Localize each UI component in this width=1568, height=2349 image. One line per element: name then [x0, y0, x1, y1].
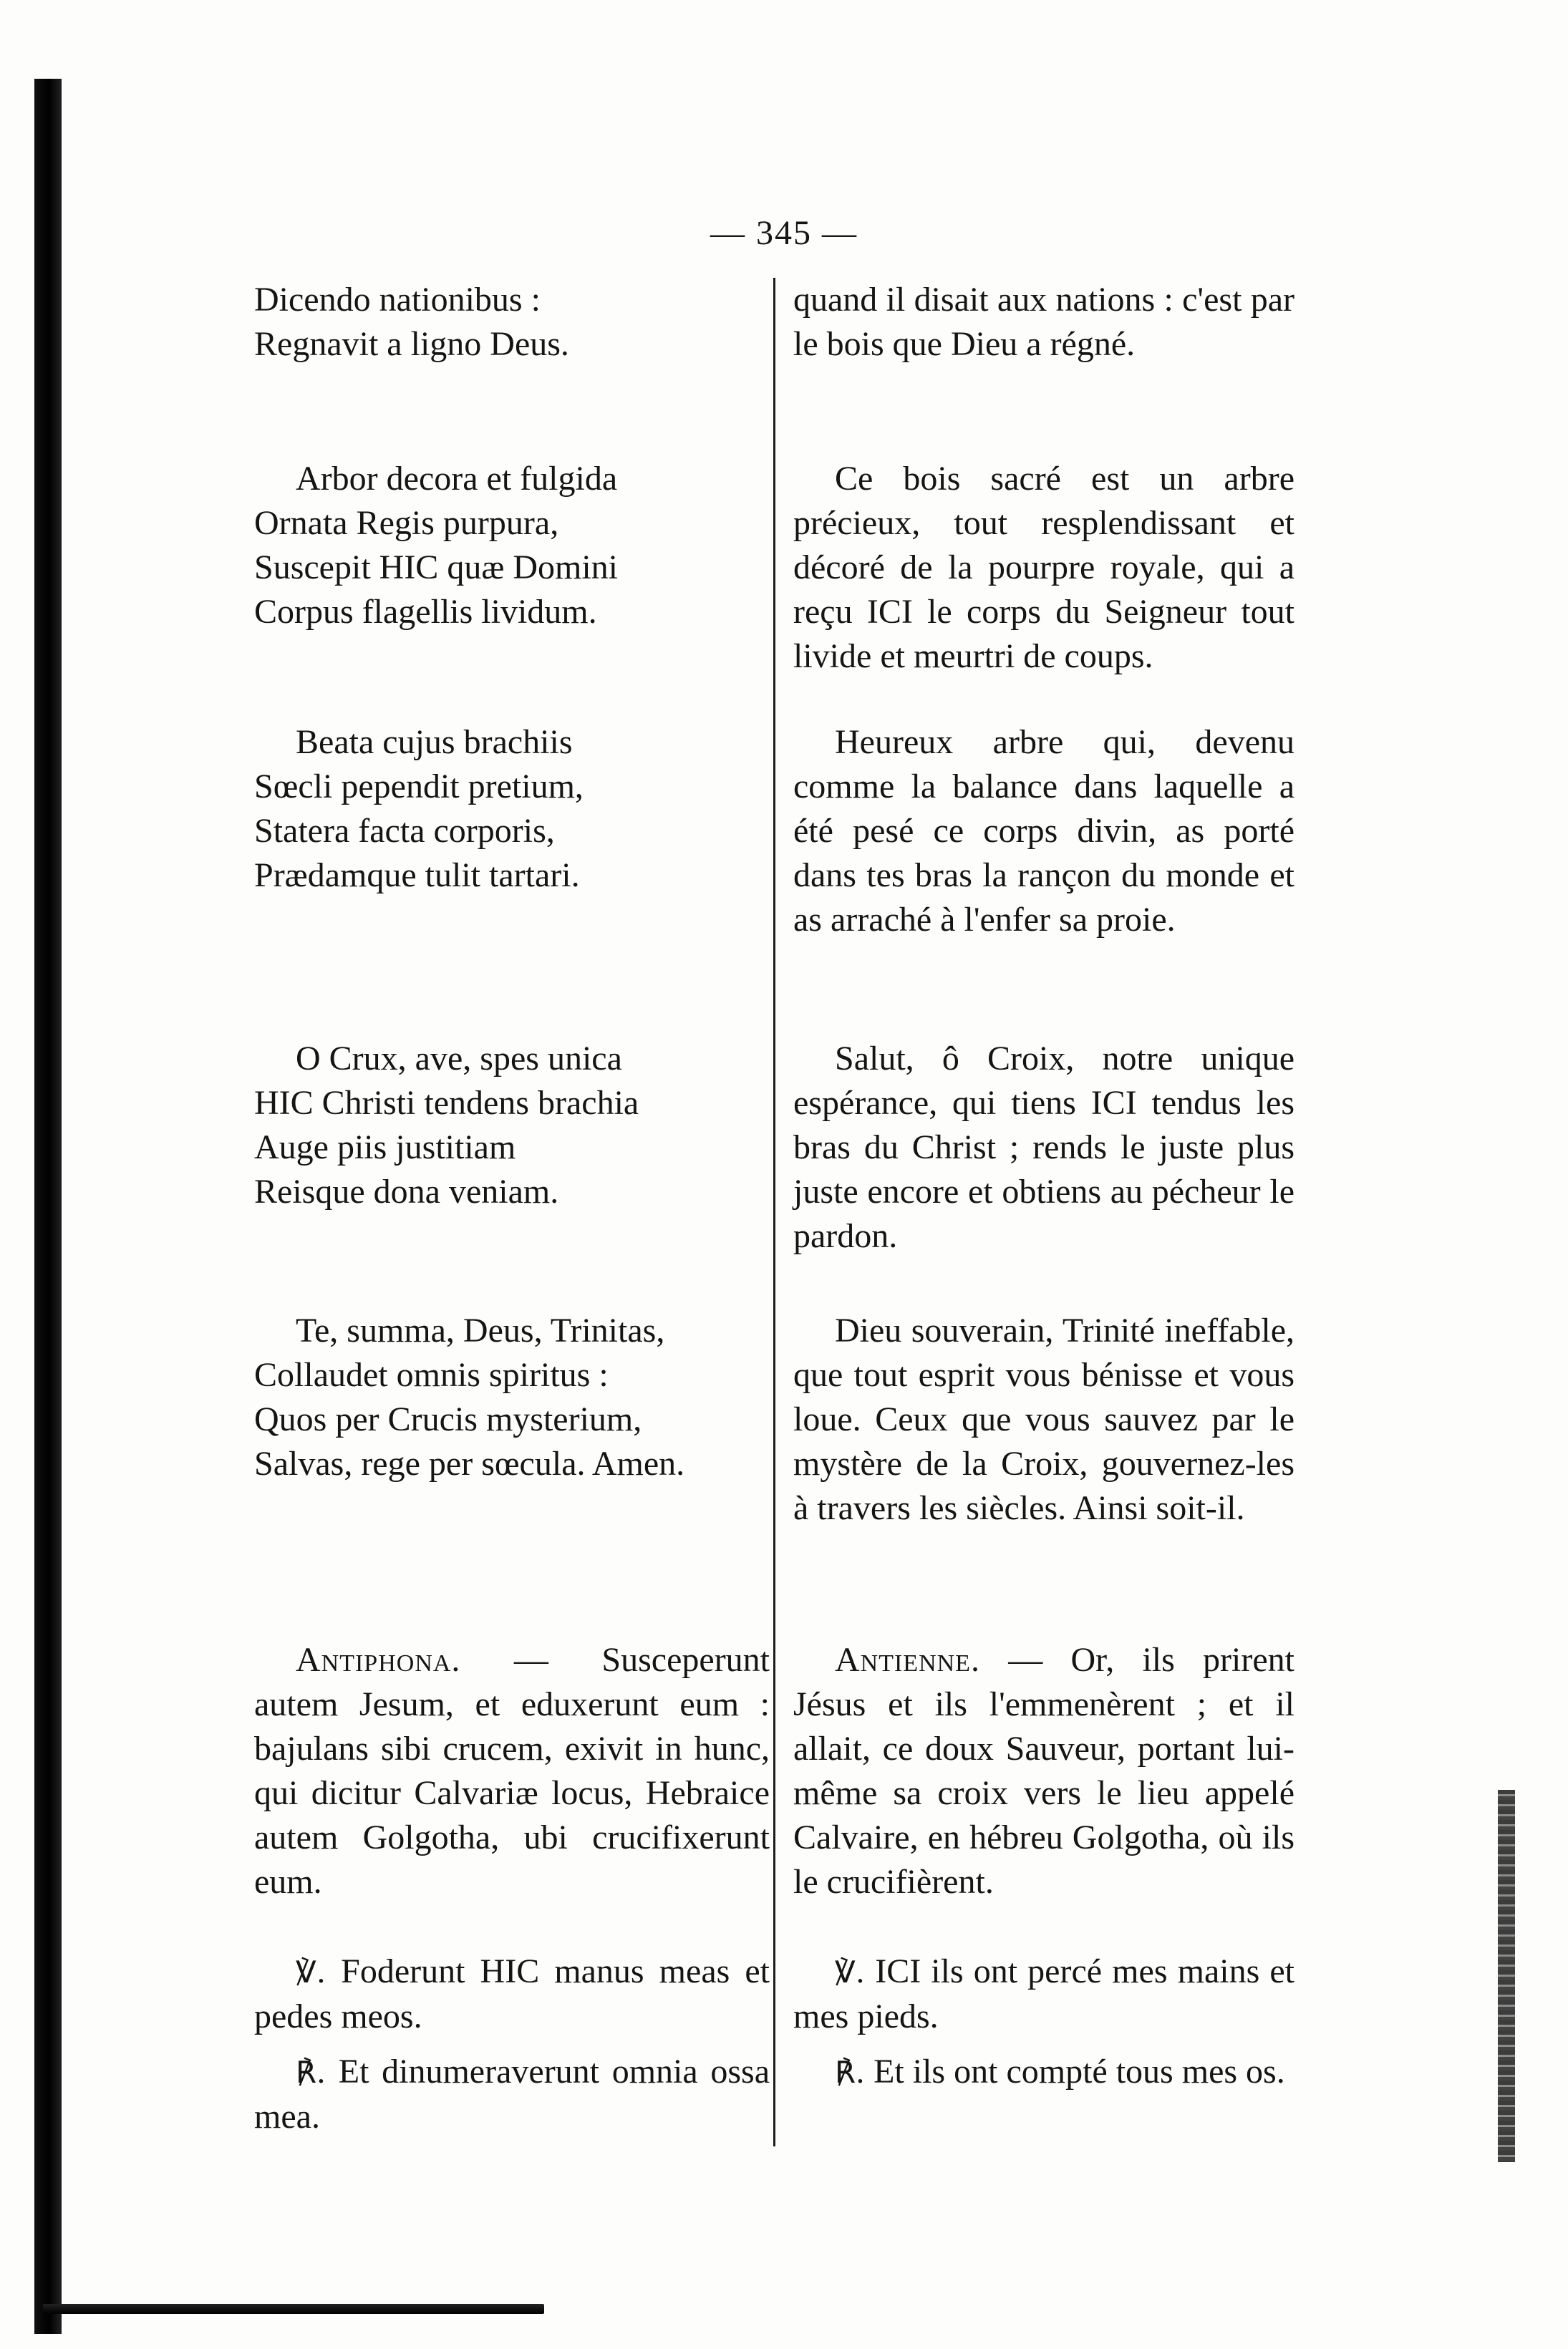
french-stanza-5: Dieu souverain, Trinité ineffable, que tout esprit vous bénisse et vous loue. Ceux que vous sauvez par le mystère de la Croix, gouvernez-les à travers les siècles. Ainsi soit-il.: [793, 1312, 1294, 1527]
latin-stanza-5: [254, 1309, 770, 1486]
french-stanza-4: Salut, ô Croix, notre unique espérance, qui tiens ICI tendus les bras du Christ ; rends le juste plus juste encore et obtiens au pécheur le pardon.: [793, 1040, 1294, 1255]
french-stanza-1: quand il disait aux nations : c'est par le bois que Dieu a régné.: [793, 281, 1294, 363]
antiphon-label: Antienne.: [835, 1641, 980, 1679]
latin-stanza-2: [254, 457, 770, 634]
antiphon-text: — Or, ils prirent Jésus et ils l'emmenèrent ; et il allait, ce doux Sauveur, portant lui-même sa croix vers le lieu appelé Calvaire, en hébreu Golgotha, où ils le crucifièrent.: [793, 1641, 1295, 1901]
response-text: Et dinumeraverunt omnia ossa mea.: [254, 2053, 770, 2136]
verse-line: Dicendo nationibus :: [254, 281, 541, 319]
verse-line: Regnavit a ligno Deus.: [254, 325, 569, 363]
verse-line: Auge piis justitiam: [254, 1128, 516, 1166]
versicle-text: Foderunt HIC manus meas et pedes meos.: [254, 1952, 770, 2035]
verse-line: Te, summa, Deus, Trinitas,: [296, 1312, 665, 1350]
latin-stanza-3: [254, 720, 770, 898]
scan-binding-shadow: [34, 79, 62, 2334]
versicle-text: ICI ils ont percé mes mains et mes pieds.: [793, 1952, 1295, 2035]
french-stanza-3: Heureux arbre qui, devenu comme la balance dans laquelle a été pesé ce corps divin, as porté dans tes bras la rançon du monde et as arraché à l'enfer sa proie.: [793, 723, 1294, 939]
scan-bottom-edge: [43, 2304, 544, 2314]
latin-versicle: [254, 1950, 770, 2039]
versicle-symbol: ℣.: [296, 1955, 326, 1990]
verse-line: Ornata Regis purpura,: [254, 504, 559, 542]
response-symbol: ℟.: [296, 2055, 326, 2090]
french-versicle: [793, 1950, 1294, 2039]
latin-stanza-4: [254, 1037, 770, 1214]
verse-line: Quos per Crucis mysterium,: [254, 1400, 642, 1438]
antiphon-text: — Susceperunt autem Jesum, et eduxerunt eum : bajulans sibi crucem, exivit in hunc, qui dicitur Calvariæ locus, Hebraice autem Golgotha, ubi crucifixerunt eum.: [254, 1641, 770, 1901]
verse-line: Beata cujus brachiis: [296, 723, 573, 761]
antiphon-label: Antiphona.: [296, 1641, 461, 1679]
latin-response: [254, 2050, 770, 2139]
verse-line: Arbor decora et fulgida: [296, 460, 618, 498]
french-stanza-2: Ce bois sacré est un arbre précieux, tout resplendissant et décoré de la pourpre royale, qui a reçu ICI le corps du Seigneur tout livide et meurtri de coups.: [793, 460, 1294, 675]
column-divider: [773, 278, 775, 2146]
verse-line: Prædamque tulit tartari.: [254, 856, 580, 894]
response-text: Et ils ont compté tous mes os.: [873, 2053, 1285, 2091]
verse-line: Reisque dona veniam.: [254, 1173, 559, 1211]
verse-line: Collaudet omnis spiritus :: [254, 1356, 609, 1394]
verse-line: Sœcli pependit pretium,: [254, 767, 584, 805]
response-symbol: ℟.: [835, 2055, 866, 2090]
verse-line: Statera facta corporis,: [254, 812, 555, 850]
french-response: [793, 2050, 1294, 2095]
verse-line: Suscepit HIC quæ Domini: [254, 548, 619, 586]
verse-line: Corpus flagellis lividum.: [254, 593, 597, 631]
latin-antiphon: [254, 1638, 770, 1904]
versicle-symbol: ℣.: [835, 1955, 866, 1990]
scan-right-edge: [1498, 1790, 1515, 2162]
page-number: — 345 —: [710, 214, 858, 252]
verse-line: Salvas, rege per sœcula. Amen.: [254, 1445, 685, 1483]
verse-line: HIC Christi tendens brachia: [254, 1084, 639, 1122]
verse-line: O Crux, ave, spes unica: [296, 1040, 622, 1077]
french-antiphon: [793, 1638, 1294, 1904]
latin-stanza-1: [254, 278, 770, 367]
